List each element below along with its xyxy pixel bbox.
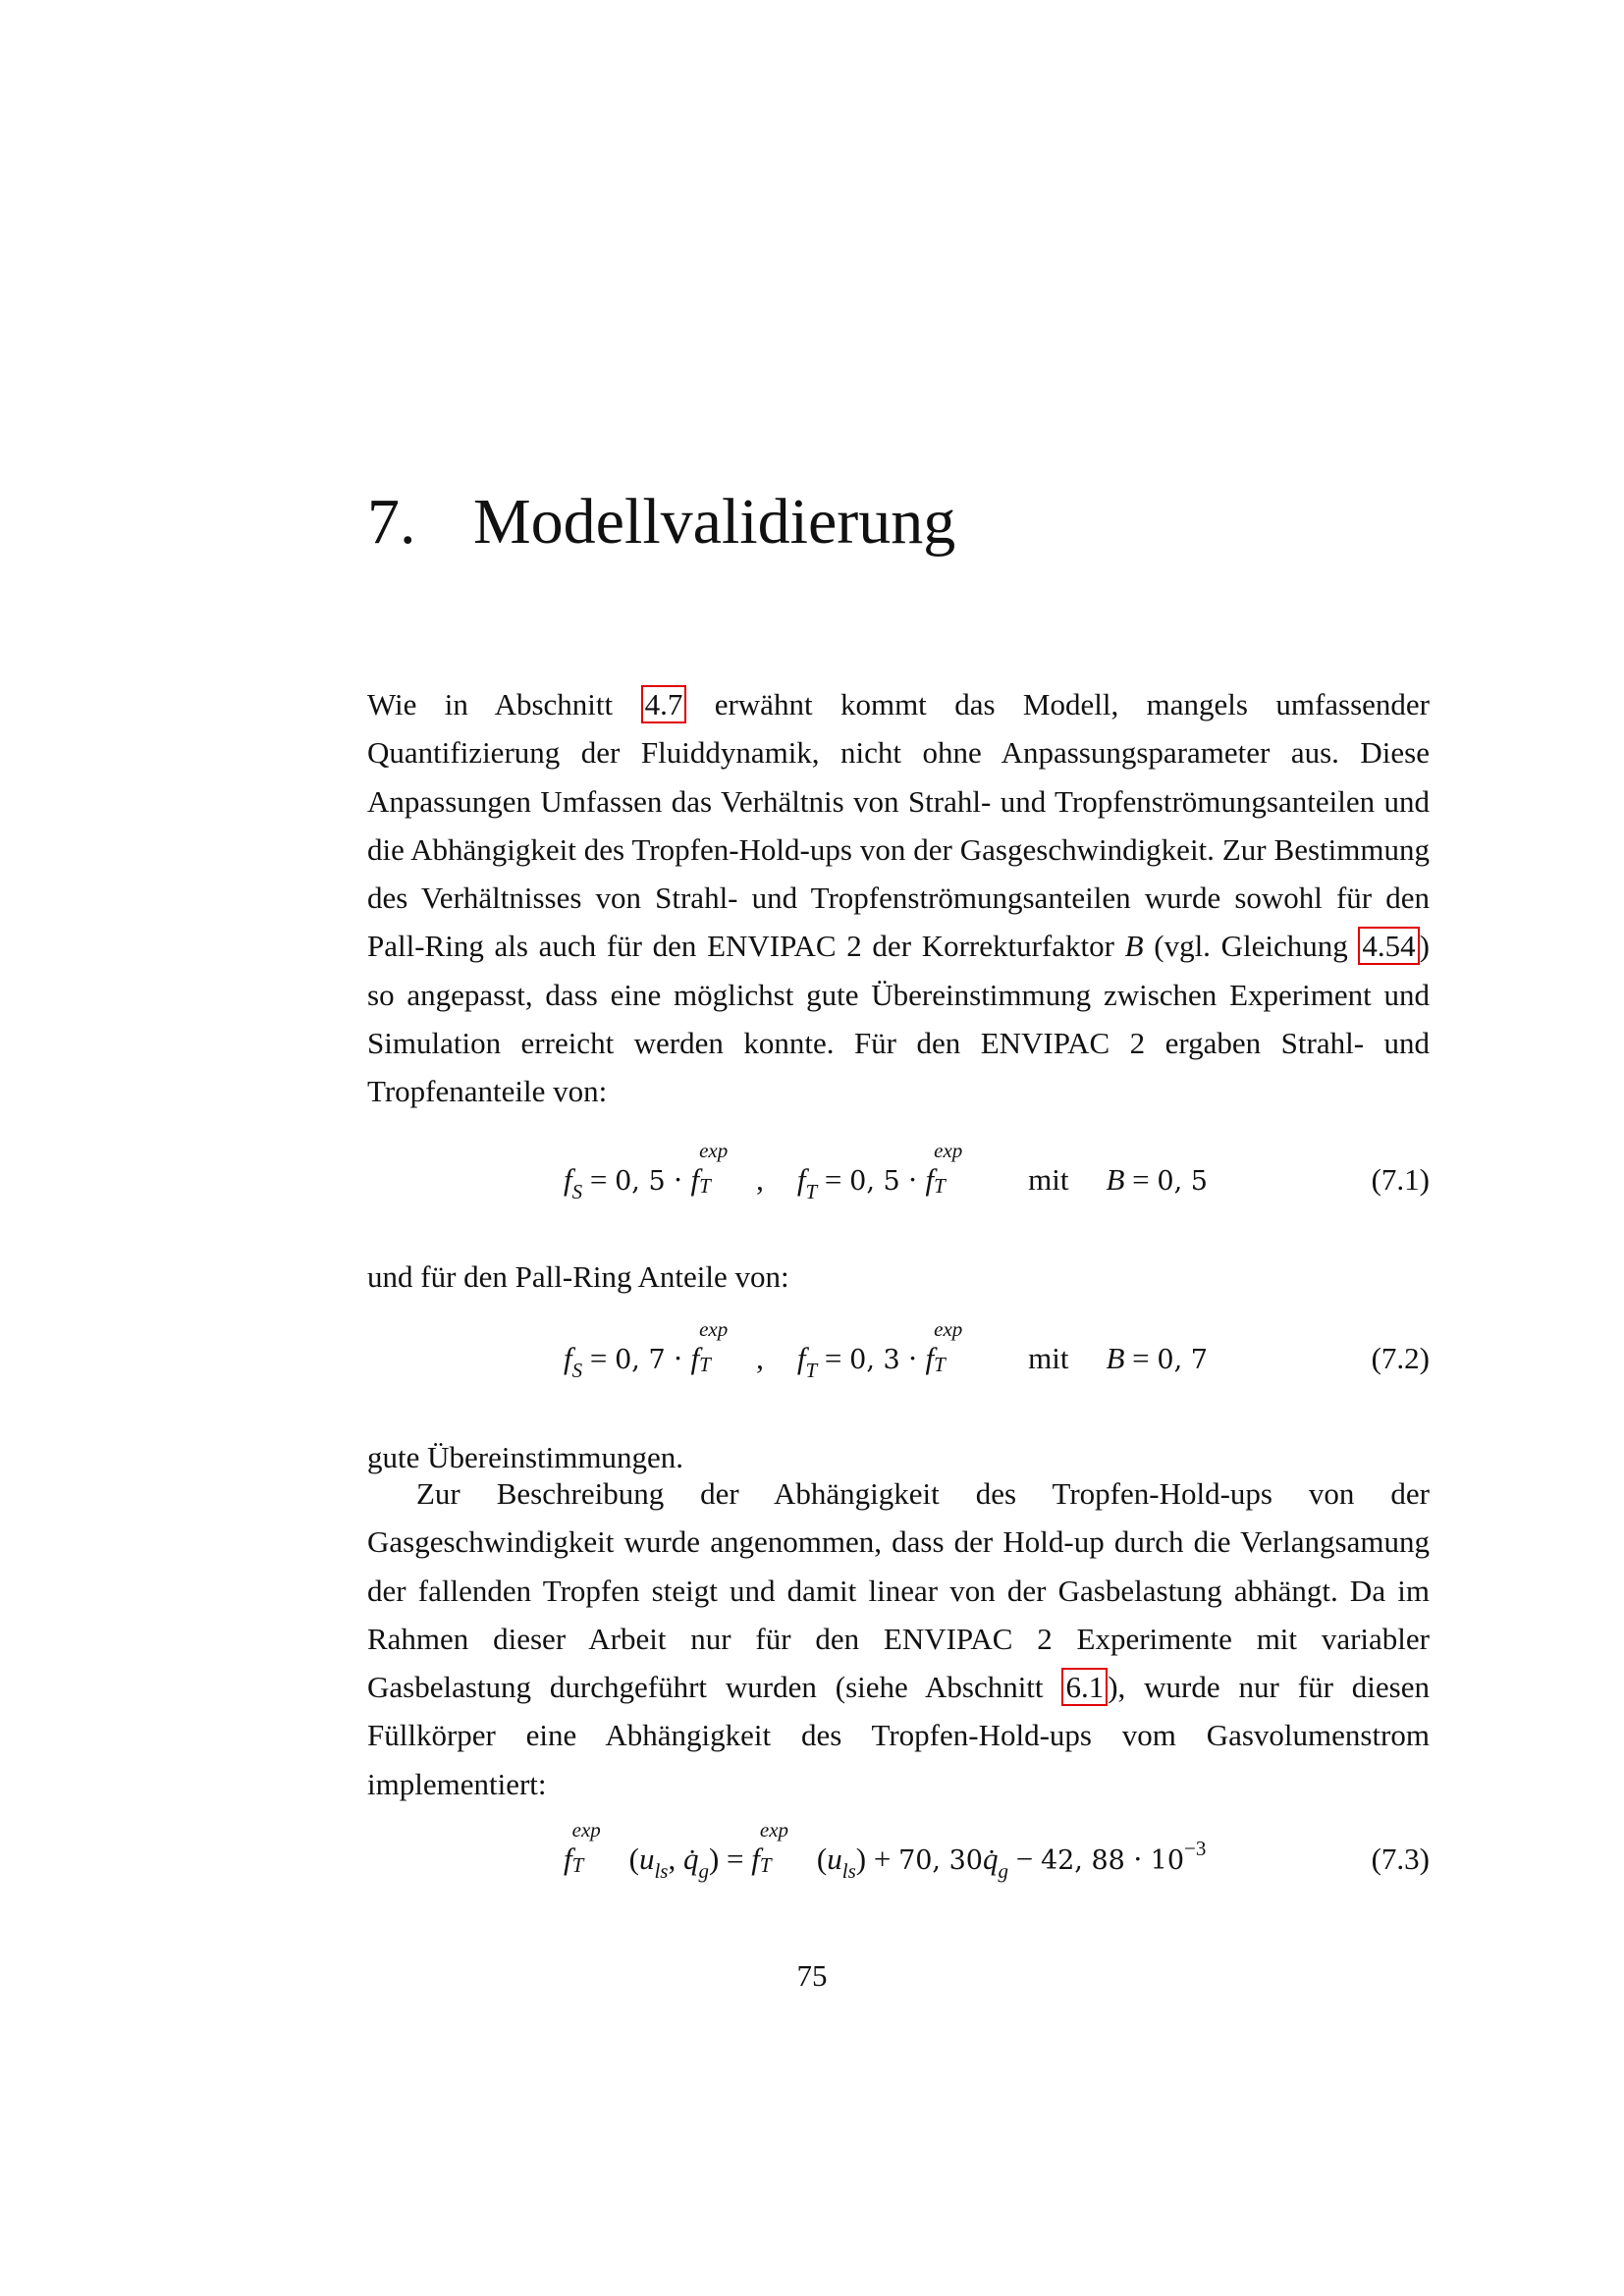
b-value: 0, 7 xyxy=(1157,1345,1208,1375)
equation-number: (7.1) xyxy=(1371,1162,1430,1197)
paragraph-hold-up xyxy=(367,1469,1430,1808)
para2-text: und für den Pall-Ring Anteile von: xyxy=(367,1259,789,1294)
para1-text-c: (vgl. Gleichung xyxy=(1143,929,1359,964)
fs-value: 0, 5 xyxy=(615,1166,666,1197)
equation-7-2-formula: $f_S = 0$, 7 · f exp T , $f_T = 0$, 3 · f exp T mit B = 0, 7 xyxy=(564,1317,1208,1382)
paragraph-intro xyxy=(367,680,1430,1116)
paragraph-pall-ring xyxy=(367,1253,1430,1301)
mit-label: mit xyxy=(1028,1162,1069,1197)
equation-7-1 xyxy=(367,1139,1430,1209)
power-exponent: −3 xyxy=(1184,1837,1207,1860)
para4-text-a: Zur Beschreibung der Abhängigkeit des Tropfen-Hold-ups von der Gasgeschwindigkeit wurde angenommen, dass der Hold-up durch die Verlangsamung der fallenden Tropfen steigt und damit linear von der Gasbelastung abhängt. Da im Rahmen dieser Arbeit nur für den ENVIPAC 2 Experimente mit variabler Gasbelastung durchgeführt wurden (siehe Abschnitt xyxy=(367,1476,1430,1705)
power-base: 10 xyxy=(1150,1845,1185,1876)
equation-7-3 xyxy=(367,1818,1430,1889)
section-ref-6-1[interactable]: 6.1 xyxy=(1061,1668,1108,1706)
equation-ref-4-54[interactable]: 4.54 xyxy=(1358,927,1419,965)
var-b: B xyxy=(1124,929,1144,964)
equation-7-3-formula: f exp T ($u_{ls}$, $q̇_g) = f$ exp T $(u_{ls}) + 70$, $30q̇_g - 42$, $88 \cdot 10^{-3}$ xyxy=(564,1818,1207,1883)
ft-value: 0, 3 xyxy=(849,1345,900,1375)
para1-text-a: Wie in Abschnitt xyxy=(367,687,641,721)
chapter-heading xyxy=(367,483,955,561)
equation-number: (7.3) xyxy=(1371,1842,1430,1876)
equation-7-2 xyxy=(367,1317,1430,1388)
para1-text-b: erwähnt kommt das Modell, mangels umfassender Quantifizierung der Fluiddynamik, nicht ohne Anpassungsparameter aus. Diese Anpassungen Umfassen das Verhältnis von Strahl- und Tropfenströmungsanteilen und die Abhängigkeit des Tropfen-Hold-ups von der Gasgeschwindigkeit. Zur Bestimmung des Verhältnisses von Strahl- und Tropfenströmungsanteilen wurde sowohl für den Pall-Ring als auch für den ENVIPAC 2 der Korrekturfaktor xyxy=(367,687,1431,964)
para4-text-b: ), wurde nur für diesen Füllkörper eine Abhängigkeit des Tropfen-Hold-ups vom Gasvolumenstrom implementiert: xyxy=(367,1670,1430,1801)
mit-label: mit xyxy=(1028,1341,1069,1375)
chapter-number: 7. xyxy=(367,486,416,558)
coef-2: 42, 88 xyxy=(1040,1845,1125,1876)
equation-number: (7.2) xyxy=(1371,1341,1430,1375)
para3-text: gute Übereinstimmungen. xyxy=(367,1440,683,1474)
equation-7-1-formula: $f_S = 0$, 5 · f exp T , $f_T = 0$, 5 · f exp T mit B = 0, 5 xyxy=(564,1139,1208,1203)
coef-1: 70, 30 xyxy=(898,1845,983,1876)
b-value: 0, 5 xyxy=(1157,1166,1208,1197)
para1-text-d: ) so angepasst, dass eine möglichst gute Übereinstimmung zwischen Experiment und Simulation erreicht werden konnte. Für den ENVIPAC 2 ergaben Strahl- und Tropfenanteile von: xyxy=(367,929,1430,1109)
chapter-title: Modellvalidierung xyxy=(473,486,956,558)
fs-value: 0, 7 xyxy=(615,1345,666,1375)
section-ref-4-7[interactable]: 4.7 xyxy=(641,685,687,723)
page-number: 75 xyxy=(796,1958,828,1993)
ft-value: 0, 5 xyxy=(849,1166,900,1197)
